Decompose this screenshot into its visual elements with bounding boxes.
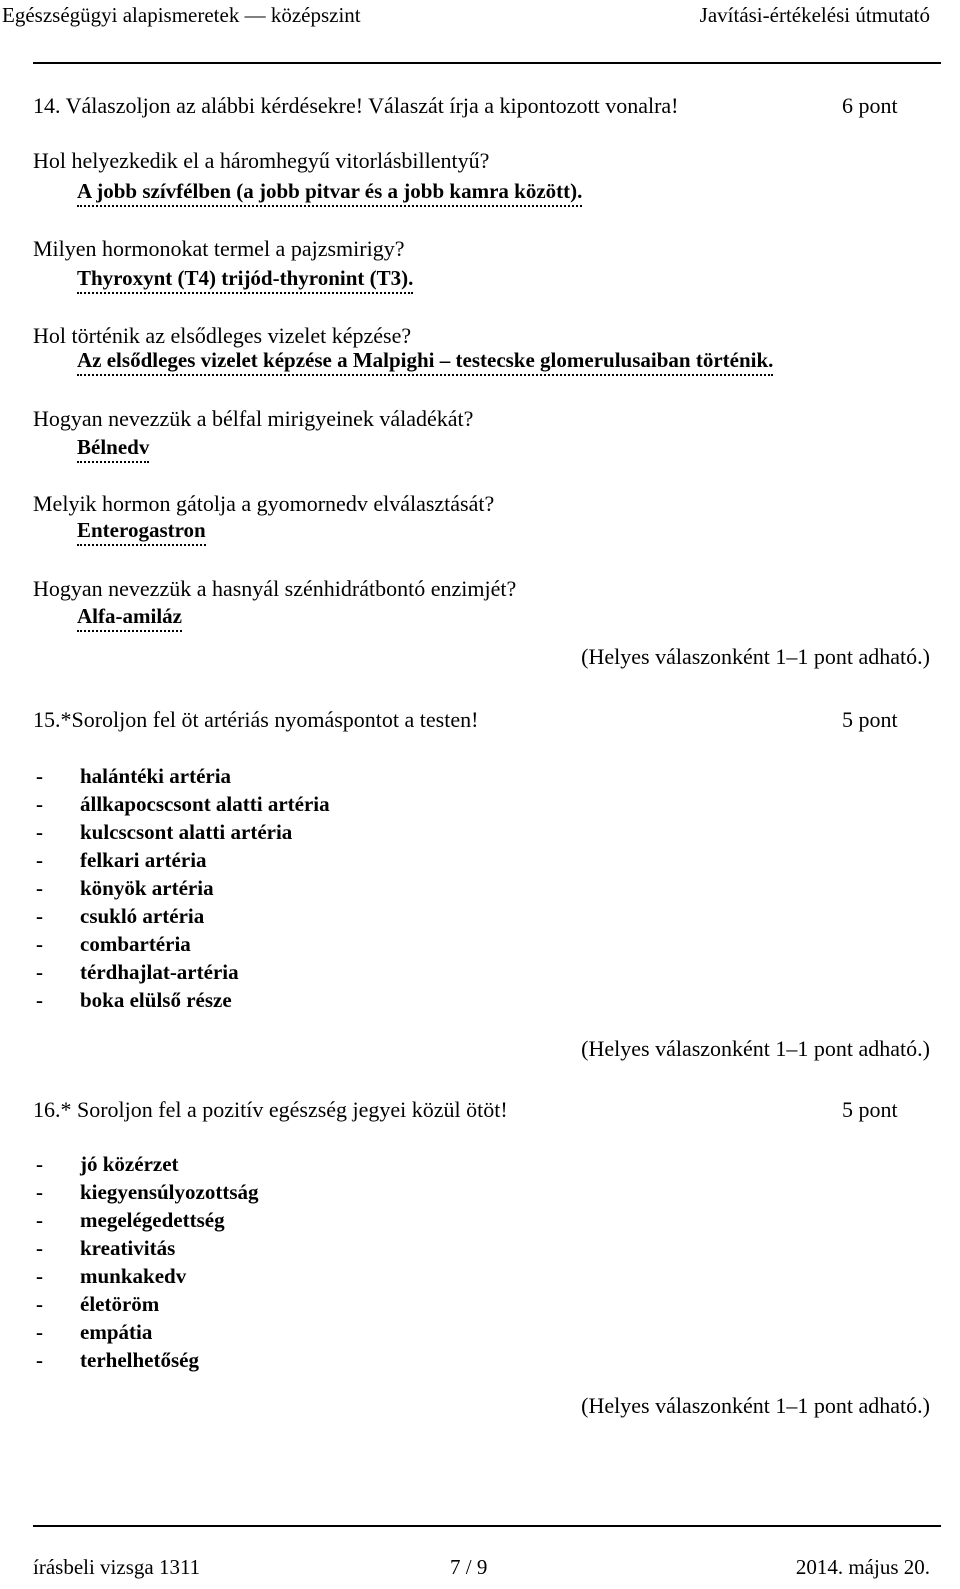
q15-list-item: - csukló artéria [36,904,205,928]
q16-list-item: - munkakedv [36,1264,187,1288]
q15-list-item: - halántéki artéria [36,764,232,788]
q14-answer-4: Bélnedv [77,435,149,463]
q14-title: 14. Válaszoljon az alábbi kérdésekre! Válaszát írja a kipontozott vonalra! [33,93,679,118]
q16-list-item: - empátia [36,1320,153,1344]
q14-answer-5: Enterogastron [77,518,206,546]
q14-answer-1: A jobb szívfélben (a jobb pitvar és a jobb kamra között). [77,179,582,207]
q14-points: 6 pont [842,93,898,118]
q15-list-item: - térdhajlat-artéria [36,960,239,984]
q14-question-5: Melyik hormon gátolja a gyomornedv elválasztását? [33,491,495,516]
q16-list-item: - kreativitás [36,1236,176,1260]
q16-list-item: - életöröm [36,1292,160,1316]
q16-list-item: - jó közérzet [36,1152,179,1176]
q16-list-item: - kiegyensúlyozottság [36,1180,259,1204]
q15-title: 15.*Soroljon fel öt artériás nyomáspontot a testen! [33,707,479,732]
q16-scoring-note: (Helyes válaszonként 1–1 pont adható.) [581,1393,930,1418]
header-divider [33,62,941,64]
q14-question-4: Hogyan nevezzük a bélfal mirigyeinek váladékát? [33,406,474,431]
q15-list-item: - combartéria [36,932,191,956]
q14-answer-3: Az elsődleges vizelet képzése a Malpighi – testecske glomerulusaiban történik. [77,348,773,376]
q14-question-2: Milyen hormonokat termel a pajzsmirigy? [33,236,405,261]
header-left: Egészségügyi alapismeretek — középszint [2,3,361,27]
q15-scoring-note: (Helyes válaszonként 1–1 pont adható.) [581,1036,930,1061]
q14-answer-6: Alfa-amiláz [77,604,182,632]
q15-list-item: - kulcscsont alatti artéria [36,820,293,844]
q15-list-item: - állkapocscsont alatti artéria [36,792,330,816]
footer-right: 2014. május 20. [795,1555,930,1579]
footer-left: írásbeli vizsga 1311 [33,1555,201,1579]
q15-list-item: - boka elülső része [36,988,232,1012]
q14-answer-2: Thyroxynt (T4) trijód-thyronint (T3). [77,266,413,294]
footer-page-number: 7 / 9 [450,1555,488,1579]
header-right: Javítási-értékelési útmutató [699,3,930,27]
q14-question-3: Hol történik az elsődleges vizelet képzése? [33,323,412,348]
q16-title: 16.* Soroljon fel a pozitív egészség jegyei közül ötöt! [33,1097,508,1122]
q14-scoring-note: (Helyes válaszonként 1–1 pont adható.) [581,644,930,669]
q14-question-1: Hol helyezkedik el a háromhegyű vitorlásbillentyű? [33,148,490,173]
q15-points: 5 pont [842,707,898,732]
q16-list-item: - terhelhetőség [36,1348,199,1372]
q15-list-item: - felkari artéria [36,848,207,872]
q15-list-item: - könyök artéria [36,876,214,900]
q16-list-item: - megelégedettség [36,1208,225,1232]
footer-divider [33,1525,941,1527]
q16-points: 5 pont [842,1097,898,1122]
q14-question-6: Hogyan nevezzük a hasnyál szénhidrátbontó enzimjét? [33,576,517,601]
